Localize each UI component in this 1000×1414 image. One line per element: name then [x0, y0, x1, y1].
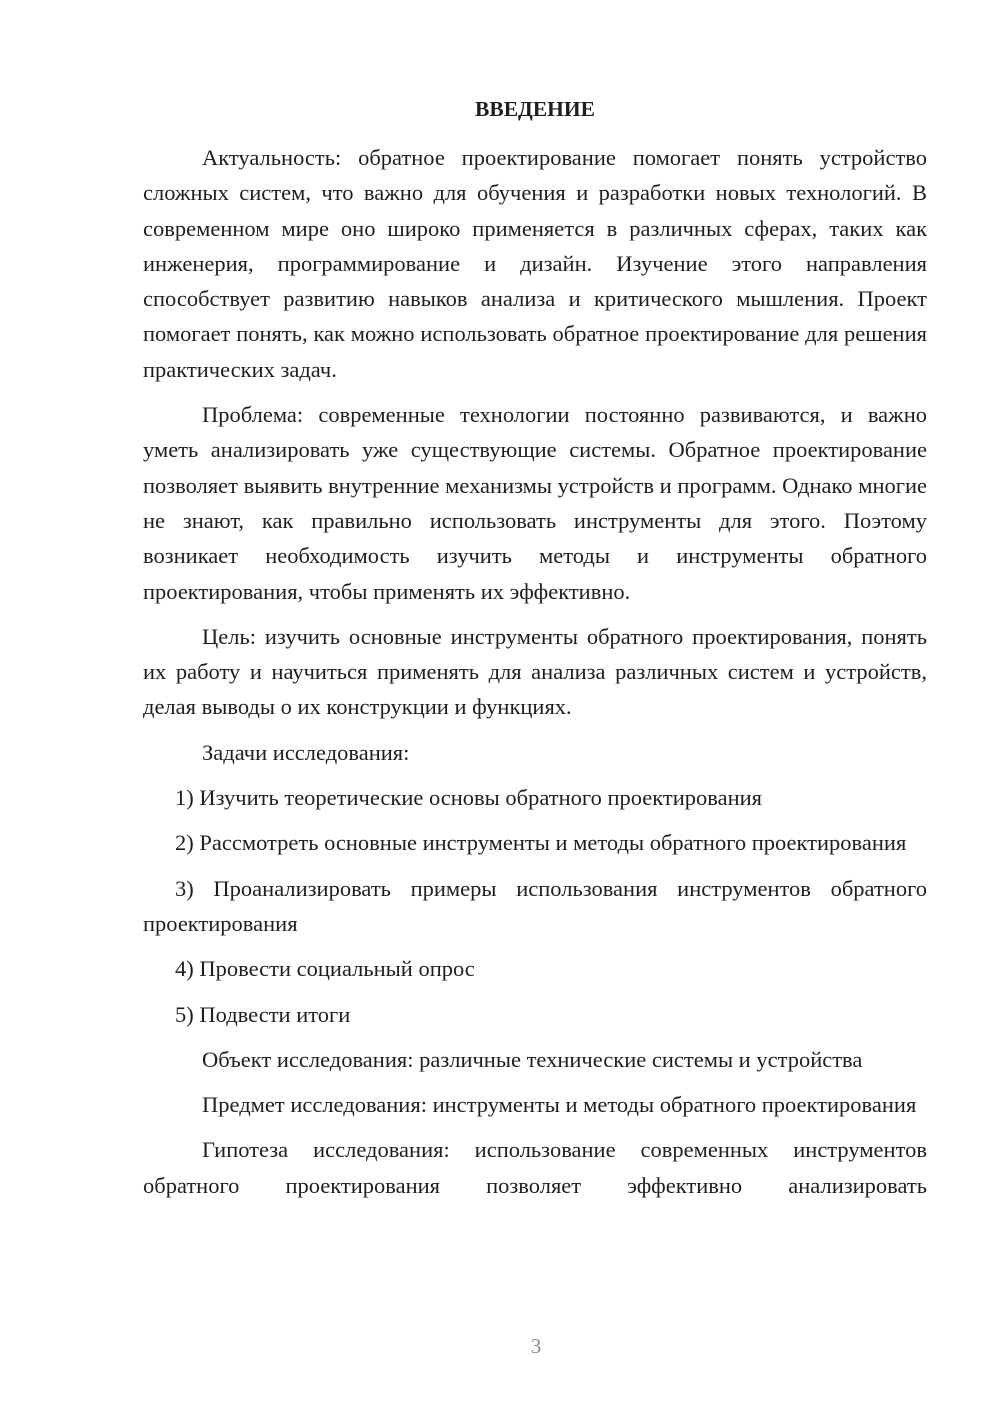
- task-item: 1) Изучить теоретические основы обратного проектирования: [175, 785, 762, 811]
- task-item: 3) Проанализировать примеры использования инструментов обратного проектирования: [143, 875, 927, 936]
- paragraph-object: Объект исследования: различные технические системы и устройства: [202, 1046, 863, 1072]
- paragraph-problem: Проблема: современные технологии постоянно развиваются, и важно уметь анализировать уже существующие системы. Обратное проектирование позволяет выявить внутренние механизмы устройств и программ. Однако многие не знают, как правильно использовать инструменты для этого. Поэтому возникает необходимость изучить методы и инструменты обратного проектирования, чтобы применять их эффективно.: [143, 402, 927, 604]
- task-item: 2) Рассмотреть основные инструменты и методы обратного проектирования: [175, 830, 907, 856]
- page-content: [143, 92, 927, 1213]
- section-heading: ВВЕДЕНИЕ: [475, 97, 595, 121]
- page-number: 3: [530, 1334, 542, 1358]
- paragraph-hypothesis: Гипотеза исследования: использование современных инструментов обратного проектирования позволяет эффективно анализировать: [143, 1137, 927, 1198]
- paragraph-goal: Цель: изучить основные инструменты обратного проектирования, понять их работу и научиться применять для анализа различных систем и устройств, делая выводы о их конструкции и функциях.: [143, 623, 927, 720]
- paragraph-subject: Предмет исследования: инструменты и методы обратного проектирования: [202, 1092, 917, 1118]
- paragraph-relevance: Актуальность: обратное проектирование помогает понять устройство сложных систем, что важно для обучения и разработки новых технологий. В современном мире оно широко применяется в различных сферах, таких как инженерия, программирование и дизайн. Изучение этого направления способствует развитию навыков анализа и критического мышления. Проект помогает понять, как можно использовать обратное проектирование для решения практических задач.: [143, 145, 927, 382]
- paragraph-tasks-intro: Задачи исследования:: [202, 739, 410, 765]
- task-item: 4) Провести социальный опрос: [175, 956, 475, 982]
- task-item: 5) Подвести итоги: [175, 1001, 351, 1027]
